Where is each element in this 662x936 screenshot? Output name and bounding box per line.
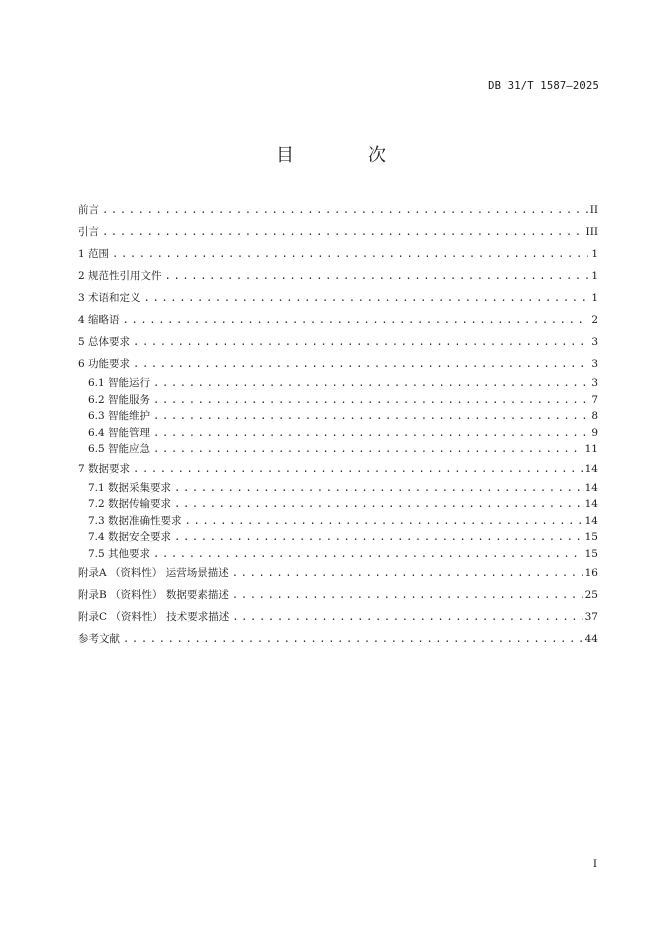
toc-entry-label: 3 术语和定义 [78, 292, 141, 304]
toc-entry-page: 14 [584, 498, 598, 510]
toc-dot-leader [153, 425, 588, 442]
page-number: I [592, 858, 597, 870]
toc-entry-label: 6 功能要求 [78, 358, 131, 370]
toc-dot-leader [112, 243, 588, 265]
toc-entry-page: 7 [591, 393, 598, 406]
toc-dot-leader [133, 331, 588, 353]
toc-entry-label: 7.1 数据采集要求 [88, 481, 172, 494]
toc-entry-page: 14 [584, 514, 598, 527]
toc-dot-leader [174, 496, 583, 513]
toc-entry-page: 16 [584, 567, 598, 579]
toc-entry-page: III [585, 226, 598, 238]
toc-entry-label: 7.5 其他要求 [88, 547, 151, 560]
toc-dot-leader [165, 265, 588, 287]
toc-dot-leader [102, 221, 584, 243]
toc-entry-page: 3 [591, 336, 598, 348]
toc-dot-leader [232, 562, 583, 584]
toc-entry[interactable] [78, 562, 598, 584]
toc-entry[interactable] [78, 408, 598, 425]
toc-entry-page: 1 [591, 248, 598, 260]
toc-entry-label: 5 总体要求 [78, 336, 131, 348]
toc-entry-page: 14 [584, 481, 598, 494]
toc-dot-leader [123, 309, 588, 331]
toc-entry[interactable] [78, 375, 598, 392]
toc-entry-label: 6.1 智能运行 [88, 377, 151, 389]
toc-entry-page: 15 [584, 547, 598, 560]
toc-dot-leader [102, 199, 588, 221]
toc-dot-leader [123, 628, 583, 650]
toc-entry[interactable] [78, 353, 598, 375]
toc-entry-page: 44 [584, 633, 598, 645]
toc-entry[interactable] [78, 480, 598, 497]
toc-entry-page: 37 [584, 611, 598, 623]
toc-entry[interactable] [78, 425, 598, 442]
toc-entry-page: 25 [584, 589, 598, 601]
toc-entry-page: 1 [591, 270, 598, 282]
toc-entry-label: 1 范围 [78, 248, 110, 260]
toc-entry-label: 7 数据要求 [78, 462, 131, 475]
toc-entry-label: 6.5 智能应急 [88, 443, 151, 455]
toc-entry-label: 2 规范性引用文件 [78, 270, 162, 282]
toc-dot-leader [153, 408, 588, 425]
toc-entry[interactable] [78, 265, 598, 287]
toc-entry[interactable] [78, 243, 598, 265]
toc-dot-leader [153, 441, 583, 458]
toc-entry[interactable] [78, 606, 598, 628]
toc-entry[interactable] [78, 221, 598, 243]
toc-entry-label: 6.4 智能管理 [88, 426, 151, 439]
toc-dot-leader [232, 584, 583, 606]
toc-dot-leader [232, 606, 582, 628]
table-of-contents [78, 199, 598, 650]
toc-entry[interactable] [78, 496, 598, 513]
toc-entry-label: 附录B （资料性） 数据要素描述 [78, 589, 229, 601]
toc-entry-page: 2 [591, 314, 598, 326]
toc-dot-leader [133, 353, 588, 375]
toc-dot-leader [133, 458, 583, 480]
toc-entry-label: 附录C （资料性） 技术要求描述 [78, 611, 230, 623]
toc-entry[interactable] [78, 529, 598, 546]
toc-dot-leader [153, 375, 588, 392]
toc-entry-label: 附录A （资料性） 运营场景描述 [78, 567, 229, 579]
toc-entry-page: 3 [591, 377, 598, 389]
toc-entry[interactable] [78, 628, 598, 650]
toc-entry-label: 4 缩略语 [78, 314, 120, 326]
toc-entry-label: 引言 [78, 226, 99, 238]
toc-entry-page: 14 [584, 462, 598, 475]
toc-entry-page: II [589, 204, 598, 216]
toc-entry[interactable] [78, 546, 598, 563]
toc-entry-label: 7.3 数据准确性要求 [88, 514, 182, 527]
toc-entry-page: 9 [591, 426, 598, 439]
page-title: 目 次 [276, 145, 414, 166]
toc-entry[interactable] [78, 331, 598, 353]
toc-entry-page: 3 [591, 358, 598, 370]
toc-entry-page: 11 [584, 443, 598, 455]
toc-dot-leader [144, 287, 588, 309]
toc-entry[interactable] [78, 513, 598, 530]
toc-entry-label: 前言 [78, 204, 99, 216]
toc-dot-leader [174, 480, 583, 497]
toc-dot-leader [153, 392, 588, 409]
toc-entry[interactable] [78, 392, 598, 409]
toc-entry[interactable] [78, 199, 598, 221]
toc-entry-label: 7.2 数据传输要求 [88, 498, 172, 510]
toc-entry[interactable] [78, 441, 598, 458]
toc-entry[interactable] [78, 309, 598, 331]
toc-entry[interactable] [78, 458, 598, 480]
toc-dot-leader [174, 529, 583, 546]
standard-code: DB 31/T 1587—2025 [488, 80, 599, 92]
toc-entry[interactable] [78, 584, 598, 606]
toc-entry[interactable] [78, 287, 598, 309]
toc-entry-page: 15 [584, 531, 598, 543]
toc-entry-label: 6.2 智能服务 [88, 393, 151, 406]
toc-entry-page: 1 [591, 292, 598, 304]
toc-dot-leader [185, 513, 583, 530]
toc-dot-leader [153, 546, 583, 563]
toc-entry-label: 6.3 智能维护 [88, 410, 151, 422]
toc-entry-label: 7.4 数据安全要求 [88, 531, 172, 543]
toc-entry-page: 8 [591, 410, 598, 422]
toc-entry-label: 参考文献 [78, 633, 120, 645]
